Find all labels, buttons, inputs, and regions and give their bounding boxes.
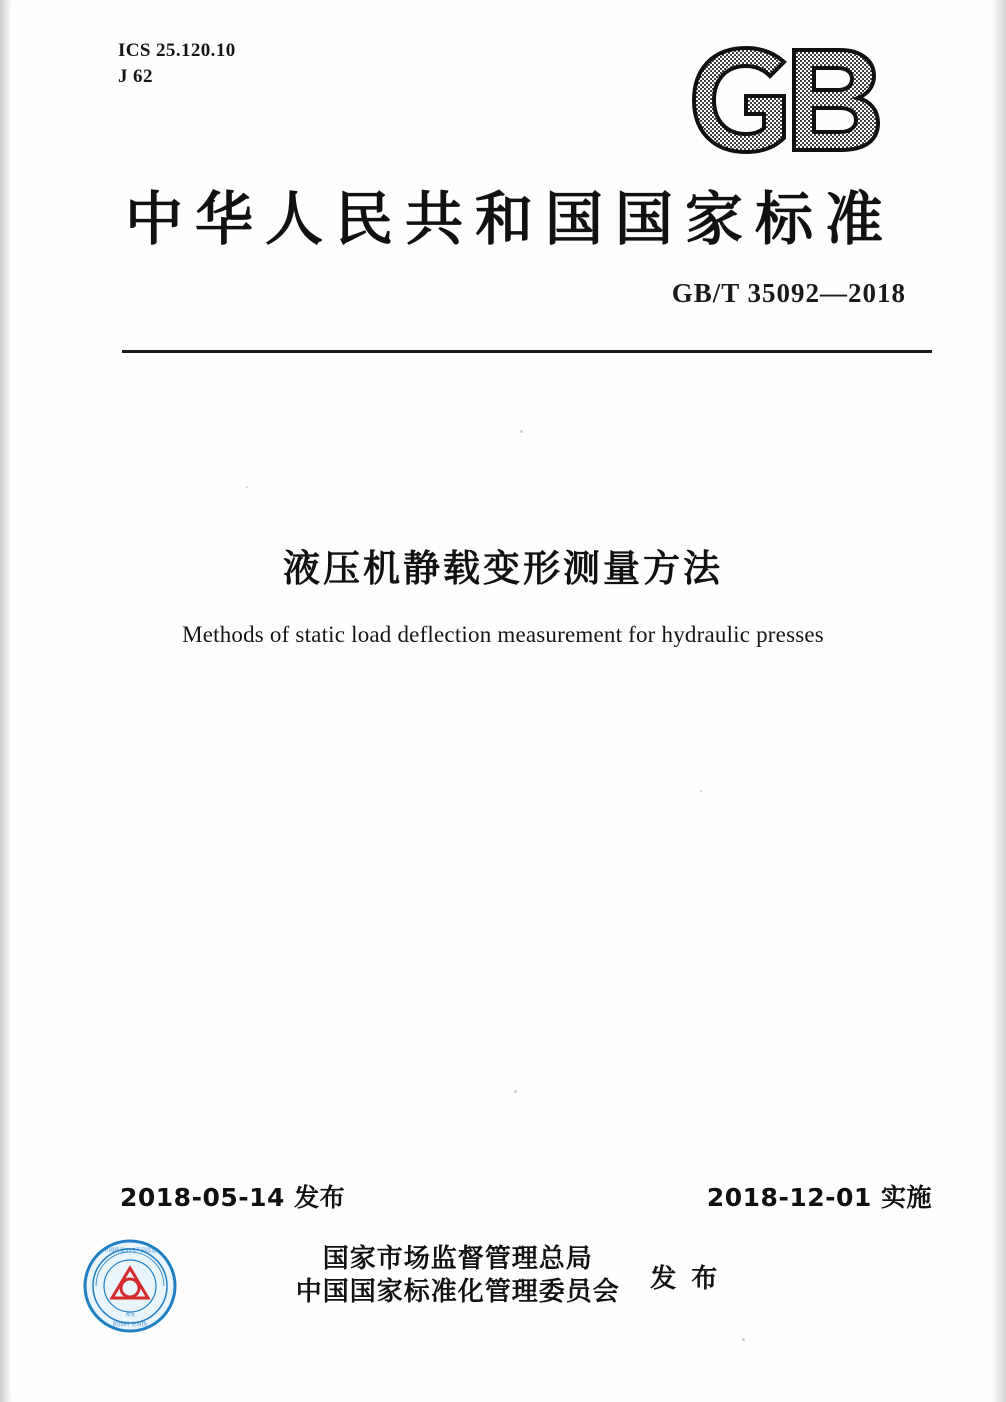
- scan-speck: [246, 486, 248, 488]
- publish-verb: 发 布: [650, 1263, 721, 1294]
- gb-logo-icon: [688, 44, 898, 156]
- publisher-names: [296, 1243, 620, 1310]
- publisher-line-1: 国家市场监督管理总局: [322, 1244, 593, 1274]
- national-standard-title: 中华人民共和国国家标准: [124, 185, 895, 253]
- document-title-english: Methods of static load deflection measurement for hydraulic presses: [182, 622, 824, 647]
- document-title-chinese: 液压机静载变形测量方法: [283, 547, 723, 590]
- standard-number: GB/T 35092—2018: [671, 278, 906, 308]
- classification-code: J 62: [118, 65, 153, 87]
- implementation-date: 2018-12-01 实施: [706, 1183, 932, 1212]
- svg-text:中国质量315产品信息: 中国质量315产品信息: [103, 1248, 157, 1254]
- publisher-block: [0, 1243, 1006, 1310]
- scan-speck: [514, 1090, 517, 1093]
- scan-speck: [700, 790, 702, 792]
- svg-text:防伪码 查真伪: 防伪码 查真伪: [112, 1322, 148, 1328]
- issue-date: 2018-05-14 发布: [120, 1183, 346, 1212]
- header-divider: [122, 350, 932, 353]
- publisher-line-2: 中国国家标准化管理委员会: [295, 1277, 620, 1308]
- scan-speck: [520, 430, 523, 433]
- scan-speck: [742, 1338, 745, 1341]
- ics-code: ICS 25.120.10: [118, 40, 236, 61]
- svg-text:查询: 查询: [125, 1313, 135, 1318]
- ics-block: [118, 38, 236, 89]
